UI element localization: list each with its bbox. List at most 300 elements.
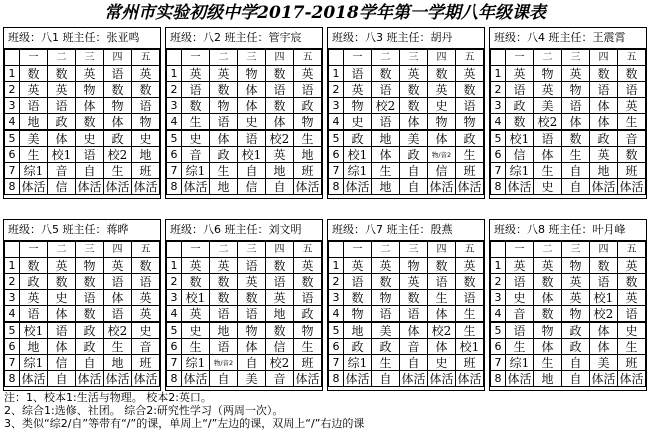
class-header: 班级：八1 班主任：张亚鸣 [4,28,160,49]
period-row [491,258,646,274]
class-panel [3,219,161,391]
subject-cell: 地 [590,163,618,179]
subject-cell: 数 [618,147,646,163]
subject-cell: 校2 [104,147,132,163]
period-number: 5 [329,322,344,339]
class-panel [165,27,323,199]
period-row [5,322,160,339]
period-row [5,114,160,131]
subject-cell: 校1 [590,290,618,306]
weekday-header: 二 [210,242,238,258]
subject-cell: 数 [48,66,76,82]
subject-cell: 数 [534,274,562,290]
period-number: 4 [167,306,182,323]
period-row [167,98,322,114]
subject-cell: 史 [428,355,456,371]
subject-cell: 语 [344,274,372,290]
period-row [5,130,160,147]
subject-cell: 班 [618,163,646,179]
period-number: 7 [329,163,344,179]
subject-cell: 数 [428,258,456,274]
subject-cell: 英 [562,274,590,290]
period-number: 7 [491,163,506,179]
weekday-header: 四 [266,50,294,66]
subject-cell: 语 [506,322,534,339]
subject-cell: 语 [372,114,400,131]
subject-cell: 英 [400,274,428,290]
subject-cell: 数 [590,66,618,82]
subject-cell: 物 [294,114,322,131]
subject-cell: 体 [48,339,76,355]
period-number: 1 [329,66,344,82]
weekday-header: 三 [76,50,104,66]
subject-cell: 综1 [344,355,372,371]
subject-cell: 生 [294,339,322,355]
period-row [329,179,484,195]
subject-cell: 体 [534,147,562,163]
period-row [491,274,646,290]
subject-cell: 体活 [507,371,532,386]
subject-cell: 音 [506,306,534,323]
weekday-header: 四 [266,242,294,258]
subject-cell: 生 [372,163,400,179]
period-number: 2 [491,82,506,98]
subject-cell: 体 [238,98,266,114]
subject-cell: 政 [562,322,590,339]
note-2: 2、综合1:选修、社团。 综合2:研究性学习（两周一次）。 [4,404,284,417]
subject-cell: 物 [238,66,266,82]
subject-cell: 综1 [506,163,534,179]
subject-cell: 校2 [104,322,132,339]
period-row [167,290,322,306]
weekday-header-row [5,242,160,258]
subject-cell: 自 [562,355,590,371]
subject-cell: 数 [400,82,428,98]
subject-cell: 英 [20,290,48,306]
period-number: 1 [5,66,20,82]
period-number: 2 [167,274,182,290]
subject-cell: 语 [76,290,104,306]
period-number: 1 [5,258,20,274]
subject-cell: 物 [534,66,562,82]
subject-cell: 生 [20,147,48,163]
weekday-header: 三 [238,242,266,258]
period-row [491,66,646,82]
subject-cell: 自 [562,371,590,387]
subject-cell: 自 [400,179,428,195]
corner-cell [329,242,344,258]
subject-cell: 语 [210,339,238,355]
period-row [329,274,484,290]
subject-cell: 音 [618,130,646,147]
period-number: 4 [491,306,506,323]
subject-cell: 数 [266,258,294,274]
subject-cell: 数 [76,274,104,290]
subject-cell: 音 [132,339,160,355]
period-row [167,163,322,179]
subject-cell: 物 [76,258,104,274]
period-number: 8 [5,371,20,387]
subject-cell: 地 [372,130,400,147]
period-number: 7 [167,355,182,371]
subject-cell: 地 [266,306,294,323]
schedule-table [166,49,322,195]
weekday-header: 四 [104,242,132,258]
weekday-header: 二 [372,242,400,258]
subject-cell: 语 [104,274,132,290]
weekday-header-row [329,50,484,66]
subject-cell: 体 [238,82,266,98]
period-row [491,82,646,98]
period-row [491,355,646,371]
subject-cell: 体活 [105,371,130,386]
subject-cell: 数 [456,274,484,290]
period-row [167,274,322,290]
subject-cell: 数 [618,66,646,82]
subject-cell: 体活 [345,179,370,194]
subject-cell: 政 [20,274,48,290]
period-row [5,290,160,306]
period-row [329,258,484,274]
period-row [167,355,322,371]
period-row [5,339,160,355]
subject-cell: 语 [506,274,534,290]
subject-cell: 地 [20,114,48,131]
subject-cell: 史 [76,130,104,147]
weekday-header: 三 [238,50,266,66]
class-header: 班级：八4 班主任：王震霄 [490,28,646,49]
subject-cell: 地 [294,147,322,163]
period-row [5,179,160,195]
period-row [5,147,160,163]
subject-cell: 数 [238,290,266,306]
period-number: 7 [329,355,344,371]
subject-cell: 语 [238,130,266,147]
subject-cell: 语 [372,306,400,323]
subject-cell: 史 [238,114,266,131]
period-number: 3 [167,290,182,306]
period-row [491,290,646,306]
subject-cell: 语 [76,147,104,163]
weekday-header: 五 [132,50,160,66]
subject-cell: 自 [372,371,400,387]
period-number: 3 [167,98,182,114]
period-number: 6 [329,339,344,355]
subject-cell: 英 [344,258,372,274]
subject-cell: 校1 [20,322,48,339]
subject-cell: 语 [238,258,266,274]
subject-cell: 体 [400,114,428,131]
class-header: 班级：八8 班主任：叶月峰 [490,220,646,241]
subject-cell: 生 [182,339,210,355]
subject-cell: 物/音2 [428,147,456,163]
subject-cell: 信 [238,179,266,195]
weekday-header: 三 [400,50,428,66]
subject-cell: 校2 [266,355,294,371]
subject-cell: 数 [618,274,646,290]
period-number: 8 [167,371,182,387]
subject-cell: 物/音2 [210,355,238,371]
weekday-header: 二 [48,242,76,258]
period-row [5,98,160,114]
subject-cell: 班 [456,355,484,371]
period-number: 2 [491,274,506,290]
subject-cell: 班 [618,355,646,371]
weekday-header: 四 [590,50,618,66]
subject-cell: 英 [372,258,400,274]
subject-cell: 校1 [48,147,76,163]
period-number: 8 [167,179,182,195]
weekday-header-row [5,50,160,66]
subject-cell: 语 [428,274,456,290]
subject-cell: 英 [132,290,160,306]
period-number: 7 [5,355,20,371]
subject-cell: 生 [456,306,484,323]
subject-cell: 语 [20,306,48,323]
subject-cell: 体 [372,147,400,163]
subject-cell: 英 [456,66,484,82]
subject-cell: 体活 [429,179,454,194]
subject-cell: 英 [618,290,646,306]
subject-cell: 政 [562,339,590,355]
subject-cell: 校1 [238,147,266,163]
period-row [329,290,484,306]
period-number: 5 [167,322,182,339]
period-row [5,66,160,82]
period-number: 8 [329,371,344,387]
period-row [329,130,484,147]
subject-cell: 语 [238,306,266,323]
subject-cell: 英 [344,82,372,98]
subject-cell: 数 [210,290,238,306]
schedule-table [4,241,160,387]
subject-cell: 生 [562,147,590,163]
subject-cell: 生 [428,290,456,306]
subject-cell: 综1 [344,163,372,179]
subject-cell: 英 [618,258,646,274]
subject-cell: 政 [372,339,400,355]
subject-cell: 数 [48,274,76,290]
subject-cell: 物 [372,290,400,306]
subject-cell: 英 [294,258,322,274]
subject-cell: 物 [562,82,590,98]
subject-cell: 数 [20,66,48,82]
subject-cell: 史 [618,322,646,339]
subject-cell: 语 [590,274,618,290]
subject-cell: 地 [266,163,294,179]
subject-cell: 数 [294,274,322,290]
subject-cell: 地 [132,147,160,163]
weekday-header: 三 [562,242,590,258]
subject-cell: 体 [534,290,562,306]
subject-cell: 体活 [401,371,426,386]
weekday-header: 三 [400,242,428,258]
subject-cell: 政 [456,130,484,147]
subject-cell: 英 [20,82,48,98]
subject-cell: 英 [534,258,562,274]
subject-cell: 政 [76,339,104,355]
period-number: 8 [491,179,506,195]
period-number: 5 [167,130,182,147]
period-row [491,163,646,179]
subject-cell: 数 [210,82,238,98]
period-row [491,322,646,339]
subject-cell: 政 [294,306,322,323]
subject-cell: 政 [590,130,618,147]
subject-cell: 信 [48,355,76,371]
period-number: 2 [329,82,344,98]
subject-cell: 史 [506,290,534,306]
subject-cell: 体活 [183,179,208,194]
class-panel [3,27,161,199]
subject-cell: 语 [400,306,428,323]
weekday-header: 二 [534,242,562,258]
subject-cell: 体活 [507,179,532,194]
subject-cell: 生 [534,355,562,371]
subject-cell: 体活 [133,179,158,194]
subject-cell: 语 [182,82,210,98]
subject-cell: 音 [48,163,76,179]
subject-cell: 自 [238,163,266,179]
subject-cell: 语 [456,290,484,306]
subject-cell: 自 [400,355,428,371]
period-row [167,130,322,147]
subject-cell: 语 [266,82,294,98]
weekday-header: 四 [428,50,456,66]
period-number: 7 [491,355,506,371]
subject-cell: 英 [210,66,238,82]
subject-cell: 数 [506,114,534,131]
subject-cell: 自 [76,163,104,179]
subject-cell: 史 [182,322,210,339]
subject-cell: 史 [344,114,372,131]
subject-cell: 体 [428,339,456,355]
subject-cell: 体活 [619,179,644,194]
subject-cell: 英 [48,258,76,274]
subject-cell: 体活 [105,179,130,194]
subject-cell: 英 [182,66,210,82]
subject-cell: 英 [506,258,534,274]
period-number: 1 [491,258,506,274]
subject-cell: 体活 [21,179,46,194]
period-number: 6 [167,147,182,163]
class-header: 班级：八3 班主任：胡丹 [328,28,484,49]
period-row [5,274,160,290]
subject-cell: 体活 [21,371,46,386]
class-panel [327,219,485,391]
period-row [329,163,484,179]
subject-cell: 史 [132,130,160,147]
subject-cell: 校2 [428,322,456,339]
subject-cell: 班 [294,163,322,179]
period-number: 8 [329,179,344,195]
subject-cell: 综1 [20,355,48,371]
subject-cell: 语 [294,290,322,306]
subject-cell: 语 [372,82,400,98]
subject-cell: 体活 [295,371,320,386]
subject-cell: 数 [266,98,294,114]
subject-cell: 自 [48,371,76,387]
period-number: 1 [329,258,344,274]
subject-cell: 地 [372,179,400,195]
subject-cell: 英 [238,274,266,290]
period-row [491,339,646,355]
subject-cell: 美 [400,130,428,147]
corner-cell [167,50,182,66]
period-number: 4 [5,306,20,323]
subject-cell: 语 [618,82,646,98]
period-row [5,371,160,387]
class-panel [327,27,485,199]
class-panel [165,219,323,391]
subject-cell: 体 [48,130,76,147]
subject-cell: 美 [372,322,400,339]
subject-cell: 自 [210,371,238,387]
subject-cell: 物 [456,114,484,131]
subject-cell: 英 [266,290,294,306]
period-number: 6 [5,339,20,355]
subject-cell: 英 [506,66,534,82]
subject-cell: 信 [266,339,294,355]
weekday-header-row [491,50,646,66]
period-number: 7 [5,163,20,179]
period-number: 6 [491,339,506,355]
period-number: 4 [329,306,344,323]
schedule-table [166,241,322,387]
subject-cell: 体 [48,306,76,323]
period-row [167,82,322,98]
subject-cell: 体 [266,114,294,131]
subject-cell: 英 [562,290,590,306]
subject-cell: 数 [562,130,590,147]
subject-cell: 体活 [429,371,454,386]
subject-cell: 综1 [20,163,48,179]
subject-cell: 英 [210,258,238,274]
subject-cell: 政 [48,114,76,131]
subject-cell: 体 [562,114,590,131]
period-number: 3 [329,290,344,306]
page-title: 常州市实验初级中学2017-2018学年第一学期八年级课表 [104,3,546,23]
subject-cell: 语 [104,66,132,82]
period-row [329,66,484,82]
subject-cell: 物 [344,306,372,323]
subject-cell: 数 [344,290,372,306]
class-header: 班级：八2 班主任：管宇宸 [166,28,322,49]
subject-cell: 生 [618,339,646,355]
period-number: 5 [491,322,506,339]
subject-cell: 体活 [77,371,102,386]
subject-cell: 生 [210,163,238,179]
subject-cell: 综1 [182,163,210,179]
subject-cell: 数 [428,66,456,82]
subject-cell: 数 [590,258,618,274]
period-number: 3 [329,98,344,114]
period-row [329,339,484,355]
period-number: 5 [5,322,20,339]
subject-cell: 生 [104,163,132,179]
schedule-table [4,49,160,195]
weekday-header: 一 [182,50,210,66]
subject-cell: 物 [76,82,104,98]
subject-cell: 生 [372,355,400,371]
subject-cell: 语 [294,82,322,98]
subject-cell: 生 [104,339,132,355]
subject-cell: 物 [238,322,266,339]
subject-cell: 物 [534,322,562,339]
subject-cell: 美 [534,98,562,114]
subject-cell: 数 [132,258,160,274]
subject-cell: 体活 [133,371,158,386]
